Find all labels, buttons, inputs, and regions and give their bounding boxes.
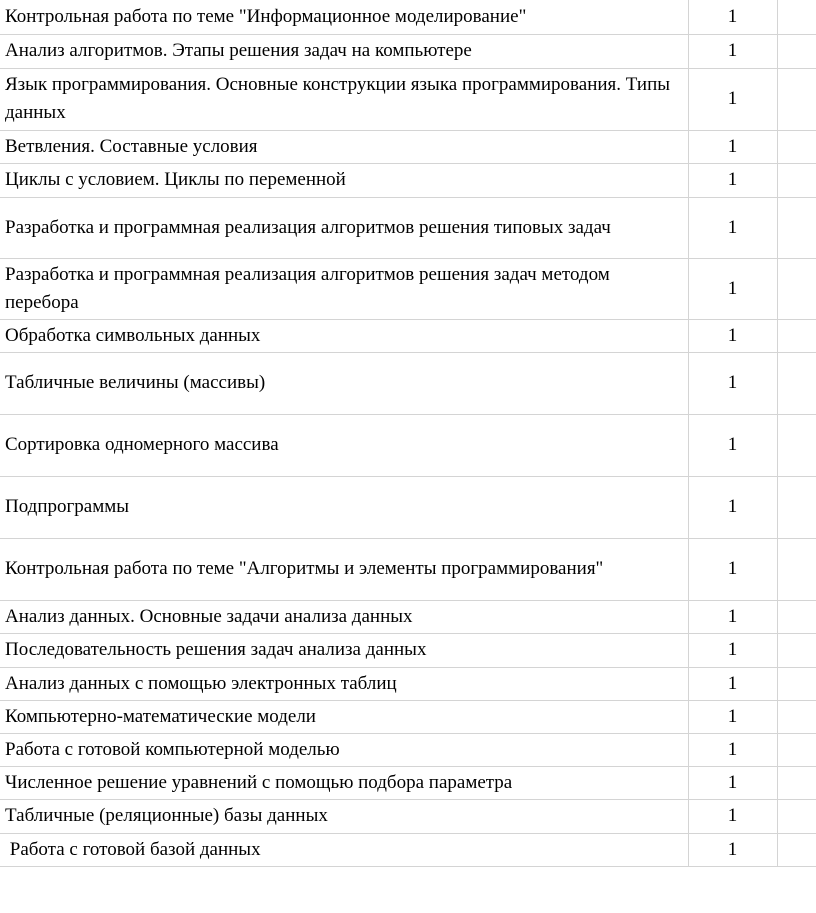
empty-cell [777, 766, 816, 799]
table-row [0, 0, 816, 34]
topic-cell: Компьютерно-математические модели [0, 700, 688, 733]
hours-cell: 1 [688, 34, 777, 68]
empty-cell [777, 130, 816, 163]
table-row [0, 833, 816, 866]
table-row [0, 633, 816, 667]
table-row [0, 476, 816, 538]
empty-cell [777, 633, 816, 667]
topic-cell: Контрольная работа по теме "Алгоритмы и элементы программирования" [0, 538, 688, 600]
topic-cell: Ветвления. Составные условия [0, 130, 688, 163]
hours-cell: 1 [688, 352, 777, 414]
hours-cell: 1 [688, 667, 777, 700]
hours-cell: 1 [688, 600, 777, 633]
table-row [0, 700, 816, 733]
topic-cell: Анализ данных. Основные задачи анализа данных [0, 600, 688, 633]
table-row [0, 68, 816, 130]
topic-cell: Табличные (реляционные) базы данных [0, 799, 688, 833]
hours-cell: 1 [688, 799, 777, 833]
topic-cell: Циклы с условием. Циклы по переменной [0, 163, 688, 197]
table-row [0, 258, 816, 319]
hours-cell: 1 [688, 197, 777, 258]
table-row [0, 667, 816, 700]
table-row [0, 352, 816, 414]
empty-cell [777, 197, 816, 258]
table-row [0, 34, 816, 68]
empty-cell [777, 667, 816, 700]
empty-cell [777, 68, 816, 130]
hours-cell: 1 [688, 0, 777, 34]
hours-cell: 1 [688, 700, 777, 733]
hours-cell: 1 [688, 258, 777, 319]
empty-cell [777, 700, 816, 733]
table-row [0, 799, 816, 833]
empty-cell [777, 0, 816, 34]
topic-cell: Контрольная работа по теме "Информационное моделирование" [0, 0, 688, 34]
empty-cell [777, 538, 816, 600]
table-row [0, 197, 816, 258]
table-row [0, 414, 816, 476]
empty-cell [777, 352, 816, 414]
topic-cell: Язык программирования. Основные конструкции языка программирования. Типы данных [0, 68, 688, 130]
empty-cell [777, 600, 816, 633]
empty-cell [777, 34, 816, 68]
topic-cell: Анализ данных с помощью электронных таблиц [0, 667, 688, 700]
empty-cell [777, 733, 816, 766]
topic-cell: Работа с готовой компьютерной моделью [0, 733, 688, 766]
empty-cell [777, 833, 816, 866]
topic-cell: Численное решение уравнений с помощью подбора параметра [0, 766, 688, 799]
topic-cell: Разработка и программная реализация алгоритмов решения типовых задач [0, 197, 688, 258]
empty-cell [777, 319, 816, 352]
topic-cell: Сортировка одномерного массива [0, 414, 688, 476]
empty-cell [777, 799, 816, 833]
hours-cell: 1 [688, 766, 777, 799]
table-row [0, 733, 816, 766]
topic-cell: Разработка и программная реализация алгоритмов решения задач методом перебора [0, 258, 688, 319]
topic-cell: Работа с готовой базой данных [0, 833, 688, 866]
table-row [0, 766, 816, 799]
hours-cell: 1 [688, 633, 777, 667]
topic-cell: Подпрограммы [0, 476, 688, 538]
hours-cell: 1 [688, 130, 777, 163]
table-row [0, 600, 816, 633]
table-row [0, 538, 816, 600]
hours-cell: 1 [688, 163, 777, 197]
table-row [0, 130, 816, 163]
topic-cell: Табличные величины (массивы) [0, 352, 688, 414]
table-row [0, 163, 816, 197]
hours-cell: 1 [688, 319, 777, 352]
topic-cell: Анализ алгоритмов. Этапы решения задач на компьютере [0, 34, 688, 68]
hours-cell: 1 [688, 833, 777, 866]
topic-cell: Последовательность решения задач анализа данных [0, 633, 688, 667]
empty-cell [777, 476, 816, 538]
empty-cell [777, 163, 816, 197]
hours-cell: 1 [688, 733, 777, 766]
topic-cell: Обработка символьных данных [0, 319, 688, 352]
hours-cell: 1 [688, 476, 777, 538]
hours-cell: 1 [688, 68, 777, 130]
hours-cell: 1 [688, 538, 777, 600]
hours-cell: 1 [688, 414, 777, 476]
empty-cell [777, 258, 816, 319]
table-row [0, 319, 816, 352]
empty-cell [777, 414, 816, 476]
